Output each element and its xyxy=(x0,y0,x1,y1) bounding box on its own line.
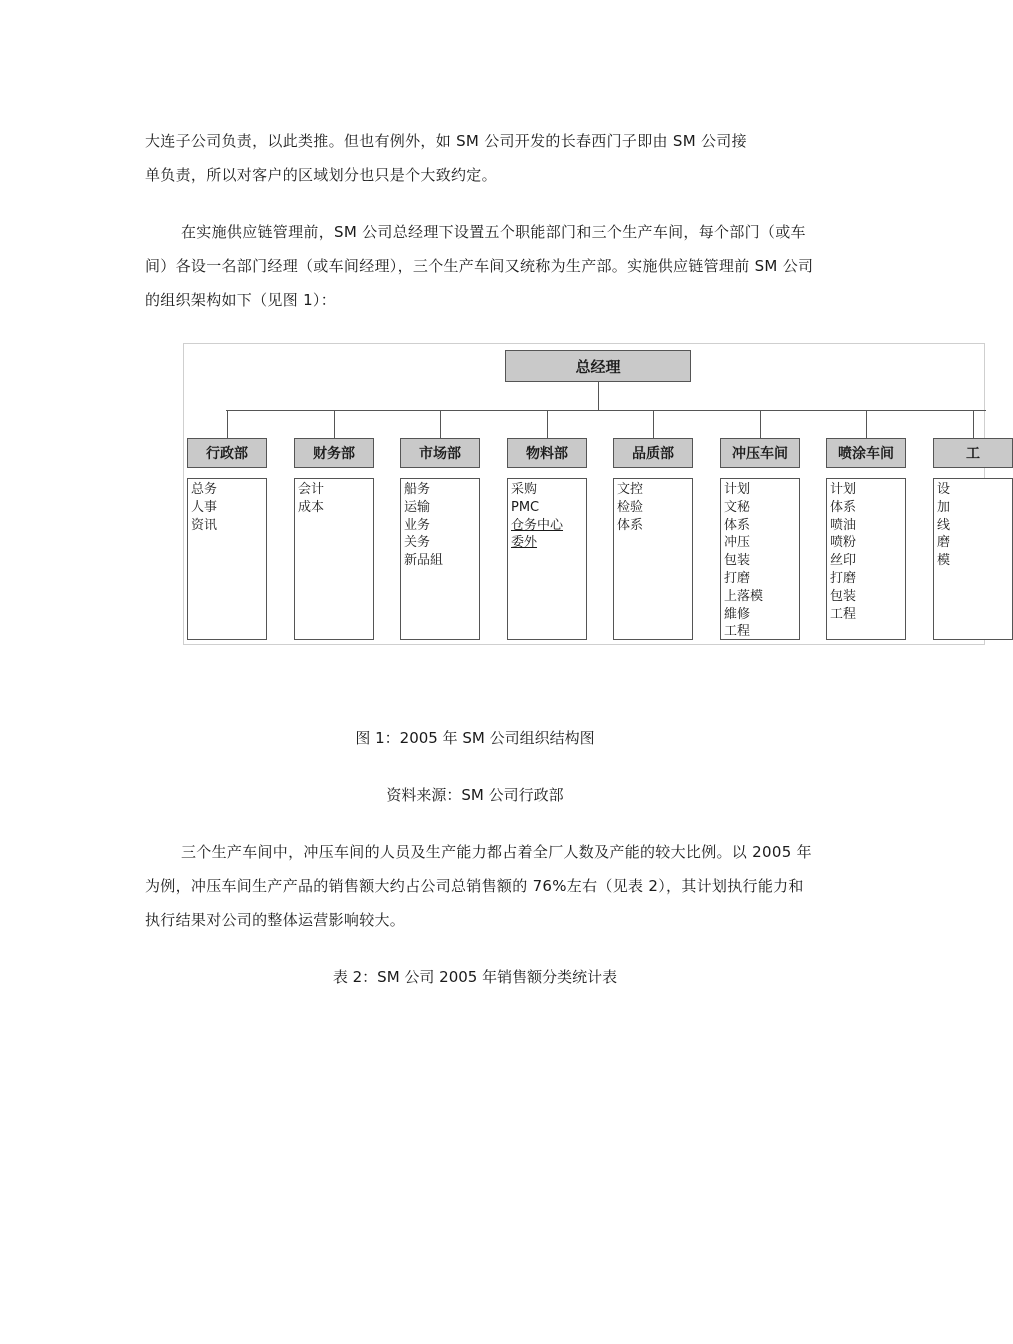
root-connector xyxy=(598,382,599,410)
dept-duty-box xyxy=(294,478,374,640)
figure-caption: 图 1：2005 年 SM 公司组织结构图 xyxy=(355,729,595,747)
duty-item: 成本 xyxy=(298,499,325,515)
dept-duty-box xyxy=(826,478,906,640)
duty-item: 文秘 xyxy=(724,499,751,515)
dept-duty-box xyxy=(507,478,587,640)
branch-line xyxy=(226,410,986,411)
duty-item: 丝印 xyxy=(830,553,857,569)
duty-item: 喷油 xyxy=(830,517,857,533)
duty-item: 总务 xyxy=(191,482,218,497)
dept-connector xyxy=(653,410,654,438)
duty-item: 体系 xyxy=(830,499,857,515)
paragraph-2: 在实施供应链管理前，SM 公司总经理下设置五个职能部门和三个生产车间，每个部门（或车间）各设一名部门经理（或车间经理），三个生产车间又统称为生产部。实施供应链管理前 SM 公司的组织架构如下（见图 1）： xyxy=(145,223,814,309)
duty-item: 计划 xyxy=(724,482,751,497)
duty-item: 会计 xyxy=(298,482,325,497)
dept-connector xyxy=(973,410,974,438)
duty-item: 磨 xyxy=(937,535,951,551)
duty-item: 线 xyxy=(937,517,951,533)
dept-connector xyxy=(334,410,335,438)
duty-item: 文控 xyxy=(617,482,644,497)
org-root-node: 总经理 xyxy=(505,350,691,382)
duty-item: 打磨 xyxy=(724,570,751,586)
dept-connector xyxy=(440,410,441,438)
duty-item: 采购 xyxy=(511,482,538,497)
dept-node: 物料部 xyxy=(507,438,587,468)
dept-node: 财务部 xyxy=(294,438,374,468)
duty-item: 运输 xyxy=(404,499,431,515)
duty-item: 体系 xyxy=(617,517,644,533)
duty-item: 设 xyxy=(937,482,951,497)
dept-connector xyxy=(227,410,228,438)
dept-node: 喷涂车间 xyxy=(826,438,906,468)
dept-connector xyxy=(866,410,867,438)
duty-item: 船务 xyxy=(404,482,431,497)
duty-item: 仓务中心 xyxy=(511,517,564,533)
duty-item: 包装 xyxy=(724,553,751,569)
dept-connector xyxy=(547,410,548,438)
duty-item: 打磨 xyxy=(830,570,857,586)
duty-item: 模 xyxy=(937,553,951,569)
duty-item: 新品組 xyxy=(404,553,444,569)
dept-connector xyxy=(760,410,761,438)
dept-node: 工 xyxy=(933,438,1013,468)
duty-item: 委外 xyxy=(511,535,538,551)
duty-item: 工程 xyxy=(830,606,857,622)
dept-duty-box xyxy=(613,478,693,640)
duty-item: 喷粉 xyxy=(830,535,857,551)
duty-item: 冲压 xyxy=(724,535,751,551)
dept-node: 冲压车间 xyxy=(720,438,800,468)
org-chart xyxy=(183,343,985,645)
duty-item: 体系 xyxy=(724,517,751,533)
duty-item: 计划 xyxy=(830,482,857,497)
paragraph-1-line-1: 大连子公司负责，以此类推。但也有例外，如 SM 公司开发的长春西门子即由 SM 公司接 xyxy=(145,132,747,150)
duty-item: 工程 xyxy=(724,624,751,640)
duty-item: 上落模 xyxy=(724,588,764,604)
duty-item: 包装 xyxy=(830,588,857,604)
duty-item: 资讯 xyxy=(191,517,218,533)
table-caption: 表 2：SM 公司 2005 年销售额分类统计表 xyxy=(332,968,618,986)
duty-item: 业务 xyxy=(404,517,431,533)
paragraph-3: 三个生产车间中，冲压车间的人员及生产能力都占着全厂人数及产能的较大比例。以 2005 年为例，冲压车间生产产品的销售额大约占公司总销售额的 76%左右（见表 2），其计划执行能力和执行结果对公司的整体运营影响较大。 xyxy=(145,843,812,929)
duty-item: 維修 xyxy=(724,606,751,622)
duty-item: 加 xyxy=(937,499,951,515)
dept-duty-box xyxy=(933,478,1013,640)
dept-duty-box xyxy=(187,478,267,640)
dept-duty-box xyxy=(720,478,800,640)
dept-duty-box xyxy=(400,478,480,640)
dept-node: 品质部 xyxy=(613,438,693,468)
duty-item: 检验 xyxy=(617,499,644,515)
dept-node: 行政部 xyxy=(187,438,267,468)
figure-source: 资料来源：SM 公司行政部 xyxy=(386,786,564,804)
dept-node: 市场部 xyxy=(400,438,480,468)
paragraph-1-line-2: 单负责，所以对客户的区域划分也只是个大致约定。 xyxy=(145,166,497,184)
duty-item: PMC xyxy=(511,499,540,515)
duty-item: 人事 xyxy=(191,499,218,515)
duty-item: 关务 xyxy=(404,535,431,551)
